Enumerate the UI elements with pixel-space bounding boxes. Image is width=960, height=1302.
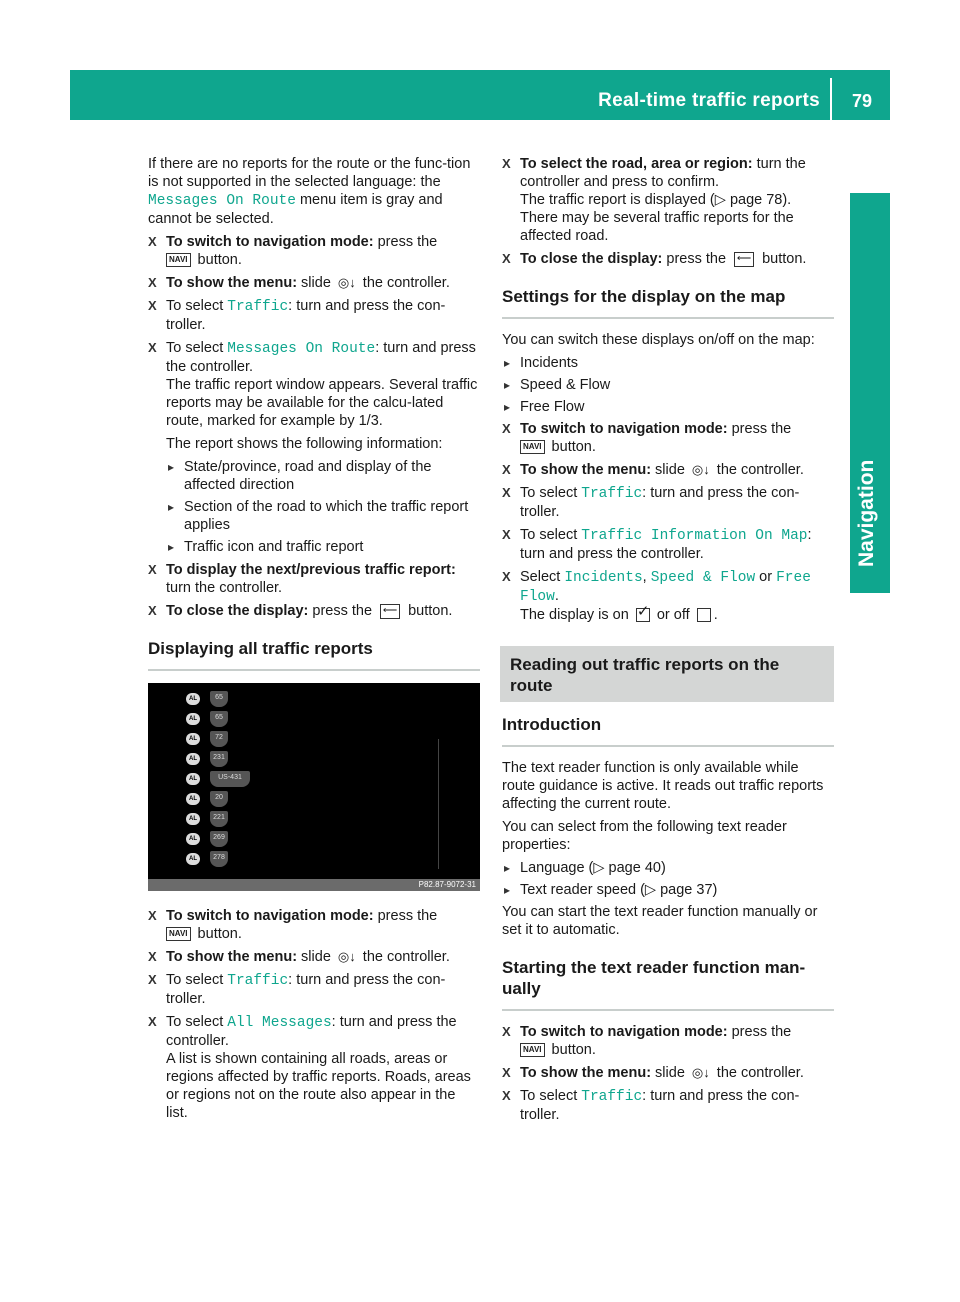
- right-column: [502, 155, 834, 1129]
- step: X To select Traffic: turn and press the con-troller.: [502, 484, 834, 521]
- section-heading: Displaying all traffic reports: [148, 638, 480, 671]
- paragraph: The text reader function is only available while route guidance is active. It reads out traffic reports affecting the current route.: [502, 760, 824, 812]
- step: X To switch to navigation mode: press the NAVI button.: [502, 1023, 834, 1059]
- menu-item-ref: Messages On Route: [148, 193, 296, 209]
- step: X To select Traffic: turn and press the con-troller.: [502, 1087, 834, 1124]
- list-item: ▸ Incidents: [502, 354, 834, 372]
- step: X To show the menu: slide ◎↓ the controller.: [148, 948, 480, 966]
- image-code-bar: [148, 879, 480, 891]
- controller-slide-icon: ◎↓: [691, 1065, 710, 1080]
- navi-key-icon: NAVI: [166, 253, 191, 267]
- step: X To select All Messages: turn and press the controller. A list is shown containing all roads, areas or regions affected by traffic reports. Roads, areas or regions not on the route also appear in the list.: [148, 1013, 480, 1122]
- list-item: ▸ Free Flow: [502, 398, 834, 416]
- traffic-list-screenshot: AL 65 AL 65 AL 72 AL 231 AL US-431 AL 20 AL 221 AL 269 AL 278 P82.87-9072-31: [148, 683, 480, 891]
- paragraph: You can start the text reader function manually or set it to automatic.: [502, 904, 818, 938]
- page-number: 79: [851, 91, 872, 111]
- back-button-icon: ⟵: [734, 252, 754, 267]
- step: X To switch to navigation mode: press the NAVI button.: [148, 907, 480, 943]
- chapter-box-title: Reading out traffic reports on the route: [500, 646, 834, 702]
- paragraph: You can select from the following text reader properties:: [502, 819, 787, 853]
- step: X To show the menu: slide ◎↓ the controller.: [148, 274, 480, 292]
- section-heading: Starting the text reader function man-ually: [502, 957, 834, 1011]
- image-code: P82.87-9072-31: [418, 880, 476, 889]
- step: X To close the display: press the ⟵ button.: [502, 250, 834, 268]
- navi-key-icon: NAVI: [166, 927, 191, 941]
- list-item: ▸ Text reader speed (▷ page 37): [502, 881, 834, 899]
- unchecked-box-icon: [697, 608, 711, 622]
- navi-key-icon: NAVI: [520, 1043, 545, 1057]
- header-title: Real-time traffic reports: [598, 90, 820, 111]
- divider: [438, 739, 439, 869]
- step: X To switch to navigation mode: press the NAVI button.: [148, 233, 480, 269]
- step: X To show the menu: slide ◎↓ the controller.: [502, 461, 834, 479]
- step: X To select Traffic: turn and press the con-troller.: [148, 971, 480, 1008]
- step: X To show the menu: slide ◎↓ the controller.: [502, 1064, 834, 1082]
- checked-box-icon: [636, 608, 650, 622]
- navi-key-icon: NAVI: [520, 440, 545, 454]
- step: X To display the next/previous traffic report: turn the controller.: [148, 561, 480, 597]
- controller-slide-icon: ◎↓: [337, 949, 356, 964]
- step: X To select Traffic Information On Map: turn and press the controller.: [502, 526, 834, 563]
- list-item: ▸ Section of the road to which the traffic report applies: [166, 498, 480, 534]
- step: X To switch to navigation mode: press the NAVI button.: [502, 420, 834, 456]
- controller-slide-icon: ◎↓: [691, 462, 710, 477]
- list-item: ▸ State/province, road and display of the affected direction: [166, 458, 480, 494]
- section-tab: [850, 193, 890, 593]
- step: X To select Messages On Route: turn and press the controller. The traffic report window appears. Several traffic reports may be available for the calcu-lated route, marked for example by 1/3. The report shows the following information: ▸ State/province, road and display of the affected direction ▸ Section of the road to which the traffic report applies ▸ Traffic icon and traffic report: [148, 339, 480, 556]
- controller-slide-icon: ◎↓: [337, 275, 356, 290]
- header-divider: [830, 78, 832, 120]
- back-button-icon: ⟵: [380, 604, 400, 619]
- list-item: ▸ Language (▷ page 40): [502, 859, 834, 877]
- step: X Select Incidents, Speed & Flow or Free Flow. The display is on ✓ or off .: [502, 568, 834, 624]
- paragraph: You can switch these displays on/off on the map:: [502, 332, 815, 348]
- list-item: ▸ Speed & Flow: [502, 376, 834, 394]
- step: X To select Traffic: turn and press the con-troller.: [148, 297, 480, 334]
- intro-paragraph: If there are no reports for the route or the func-tion is not supported in the selected language: the Messages On Route menu item is gray and cannot be selected.: [148, 156, 471, 227]
- page-header: [70, 70, 890, 120]
- section-heading: Introduction: [502, 714, 834, 747]
- section-heading: Settings for the display on the map: [502, 286, 834, 319]
- left-column: [148, 155, 480, 1127]
- step: X To select the road, area or region: turn the controller and press to confirm. The traffic report is displayed (▷ page 78). There may be several traffic reports for the affected road.: [502, 155, 834, 245]
- list-item: ▸ Traffic icon and traffic report: [166, 538, 480, 556]
- section-tab-label: Navigation: [855, 459, 878, 567]
- step: X To close the display: press the ⟵ button.: [148, 602, 480, 620]
